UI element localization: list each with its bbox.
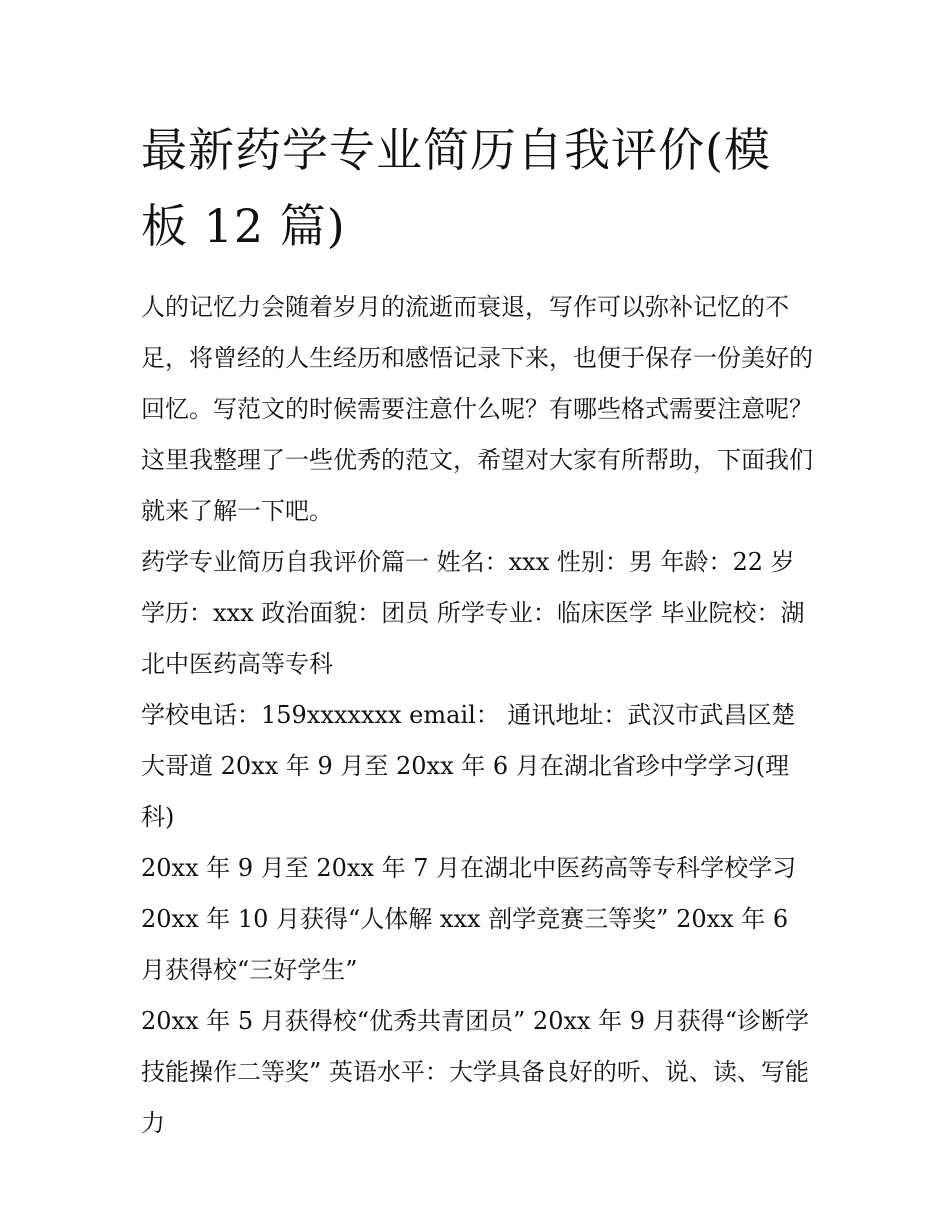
resume-education-college: 20xx 年 9 月至 20xx 年 7 月在湖北中医药高等专科学校学习 — [141, 854, 797, 882]
resume-basic-info: 药学专业简历自我评价篇一 姓名：xxx 性别：男 年龄：22 岁学历：xxx 政治面貌：团员 所学专业：临床医学 毕业院校：湖北中医药高等专科 — [141, 548, 805, 678]
resume-awards-2: 20xx 年 5 月获得校“优秀共青团员” 20xx 年 9 月获得“诊断学技能操作二等奖” 英语水平：大学具备良好的听、说、读、写能力 — [141, 1007, 809, 1137]
resume-awards-1: 20xx 年 10 月获得“人体解 xxx 剖学竞赛三等奖” 20xx 年 6 月获得校“三好学生” — [141, 905, 789, 984]
document-title: 最新药学专业简历自我评价(模板 12 篇) — [141, 123, 771, 253]
intro-paragraph: 人的记忆力会随着岁月的流逝而衰退，写作可以弥补记忆的不足，将曾经的人生经历和感悟记录下来，也便于保存一份美好的回忆。写范文的时候需要注意什么呢？有哪些格式需要注意呢？这里我整理了一些优秀的范文，希望对大家有所帮助，下面我们就来了解一下吧。 — [141, 293, 813, 525]
document-page — [141, 112, 813, 1149]
resume-contact-education: 学校电话：159xxxxxxx email： 通讯地址：武汉市武昌区楚大哥道 20xx 年 9 月至 20xx 年 6 月在湖北省珍中学学习(理科) — [141, 701, 796, 831]
